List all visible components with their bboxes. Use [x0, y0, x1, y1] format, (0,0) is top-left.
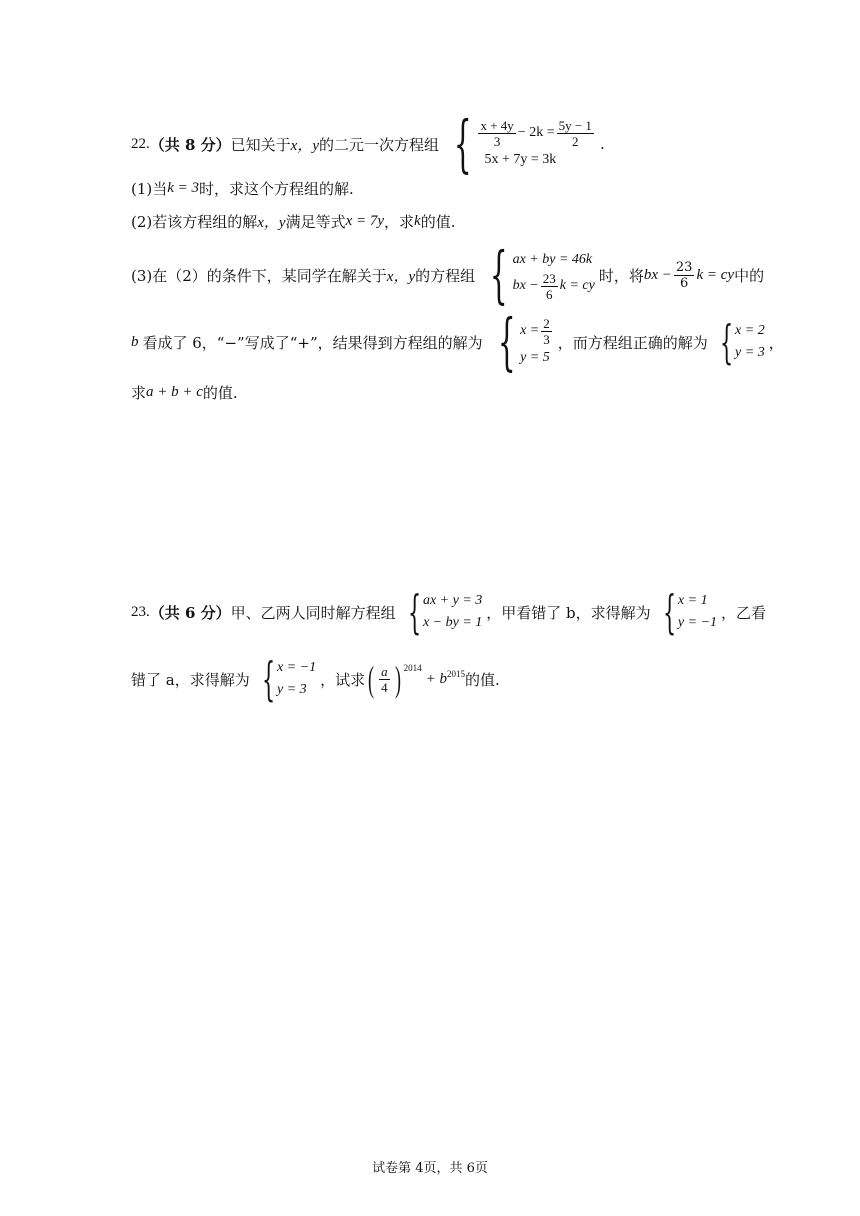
brace-icon: {: [261, 652, 275, 706]
q23-sol1-y: y = −1: [677, 615, 718, 630]
q23-frac-den: 4: [381, 679, 388, 695]
q23-exp1: 2014: [403, 663, 422, 673]
q22-p3-vars: x，y: [386, 268, 416, 285]
q22-eq1-rhs-den: 2: [572, 133, 579, 149]
q22-part3-line3: [131, 382, 238, 403]
q22-p3-expr-a: bx −: [643, 266, 672, 283]
q23-system: [400, 585, 483, 639]
q22-end: .: [599, 135, 605, 153]
q22-p3-expr-b: k = cy: [696, 266, 735, 283]
q22-p3-expr-den: 6: [680, 275, 689, 291]
q22-p3-line2-a: 看成了 6，“−”写成了“+”，结果得到方程组的解为: [142, 333, 483, 352]
q22-wrong-solution: [487, 305, 554, 378]
q23-frac-num: a: [381, 663, 388, 679]
q22-eq1-lhs-num: x + 4y: [480, 117, 514, 133]
q23-number: 23.: [131, 603, 150, 620]
right-paren-icon: ): [394, 659, 401, 699]
q23-points: （共 6 分）: [149, 603, 231, 622]
q22-part3-line1: [131, 238, 765, 311]
q22-p2-k: k: [414, 213, 421, 229]
q22-eq2: 5x + 7y = 3k: [484, 151, 557, 167]
q23-solution1: [655, 585, 718, 639]
q23-sol1-x: x = 1: [677, 593, 708, 608]
q22-p2-b: 满足等式: [285, 213, 346, 231]
q22-p3-a: (3)在（2）的条件下，某同学在解关于: [131, 266, 387, 285]
q22-p3-line2-c: ，而方程组正确的解为: [557, 333, 708, 352]
q22-wrong-x-num: 2: [543, 315, 550, 331]
left-paren-icon: (: [368, 659, 375, 699]
q22-p2-a: (2)若该方程组的解: [131, 213, 258, 231]
q23-line1: [131, 585, 767, 639]
q23-text6: 的值.: [465, 670, 500, 689]
q22-wrong-x-a: x =: [520, 323, 540, 338]
q22-p3-sys2-b: k = cy: [559, 278, 595, 293]
q22-p3-c: 时，将: [598, 266, 644, 285]
q23-sol2-x: x = −1: [277, 660, 317, 675]
q23-text1: 甲、乙两人同时解方程组: [230, 603, 396, 622]
q22-intro2: 的二元一次方程组: [318, 135, 439, 154]
q23-line2: [131, 652, 500, 706]
q22-p3-b: 的方程组: [415, 266, 476, 285]
q22-p3-sys1: ax + by = 46k: [512, 251, 593, 267]
brace-icon: {: [662, 585, 676, 639]
q23-text3: ，乙看: [721, 603, 767, 622]
q22-p3-line2-b: b: [131, 333, 139, 350]
q22-number: 22.: [131, 135, 150, 152]
q22-part1: [131, 178, 354, 199]
q22-part2: [131, 211, 456, 232]
q22-p3-line3-a: 求: [131, 384, 147, 402]
q22-p1-b: 时，求这个方程组的解.: [199, 180, 354, 198]
q22-p3-system: [479, 238, 595, 311]
q22-eq1-lhs-den: 3: [493, 133, 501, 149]
q23-solution2: [254, 652, 317, 706]
brace-icon: {: [489, 238, 508, 311]
q22-p3-line2-d: ，: [768, 333, 784, 352]
brace-icon: {: [497, 305, 516, 378]
q22-points: （共 8 分）: [149, 135, 231, 154]
q22-p2-d: 的值.: [420, 213, 456, 231]
q22-vars: x，y: [290, 137, 319, 154]
q22-p3-sys2-den: 6: [546, 286, 553, 302]
q23-sol2-y: y = 3: [277, 682, 307, 697]
q22-p3-expr-num: 23: [675, 259, 693, 275]
q22-system: [443, 107, 596, 180]
q23-exp2: 2015: [447, 669, 465, 679]
q22-p3-line3-b: 的值.: [202, 384, 238, 402]
q23-sys2: x − by = 1: [422, 615, 483, 630]
q23-sys1: ax + y = 3: [422, 593, 483, 608]
q22-right-solution: [712, 315, 765, 369]
brace-icon: {: [407, 585, 421, 639]
q22-part3-line2: [131, 305, 784, 378]
q22-p1-a: (1)当: [131, 180, 168, 198]
q22-wrong-x-den: 3: [543, 331, 550, 347]
page-footer: 试卷第 4页，共 6页: [372, 1161, 488, 1176]
q23-plus-b: + b: [425, 670, 447, 687]
q22-p3-sys2-a: bx −: [512, 278, 539, 293]
q22-eq1-mid: − 2k =: [517, 125, 555, 140]
q22-p3-d: 中的: [734, 266, 765, 285]
q22-eq1-rhs-num: 5y − 1: [558, 117, 592, 133]
q22-p3-line3-expr: a + b + c: [146, 384, 203, 400]
q23-text5: ，试求: [320, 670, 366, 689]
brace-icon: {: [453, 107, 472, 180]
q22-right-x: x = 2: [735, 323, 765, 338]
q22-p2-eq: x = 7y: [345, 213, 385, 229]
q22-p2-c: ，求: [384, 213, 415, 231]
q22-intro: 已知关于: [230, 135, 291, 154]
q22-p3-sys2-num: 23: [542, 270, 556, 286]
q22-wrong-y: y = 5: [520, 349, 550, 365]
q23-expression: [365, 661, 465, 697]
q22-p1-k: k = 3: [167, 180, 200, 196]
q23-text4: 错了 a，求得解为: [131, 670, 250, 689]
q22-p2-vars: x，y: [257, 215, 286, 231]
q22-right-y: y = 3: [735, 345, 765, 360]
brace-icon: {: [719, 315, 733, 369]
q22-header: [131, 107, 605, 180]
q23-text2: ，甲看错了 b，求得解为: [486, 603, 651, 622]
